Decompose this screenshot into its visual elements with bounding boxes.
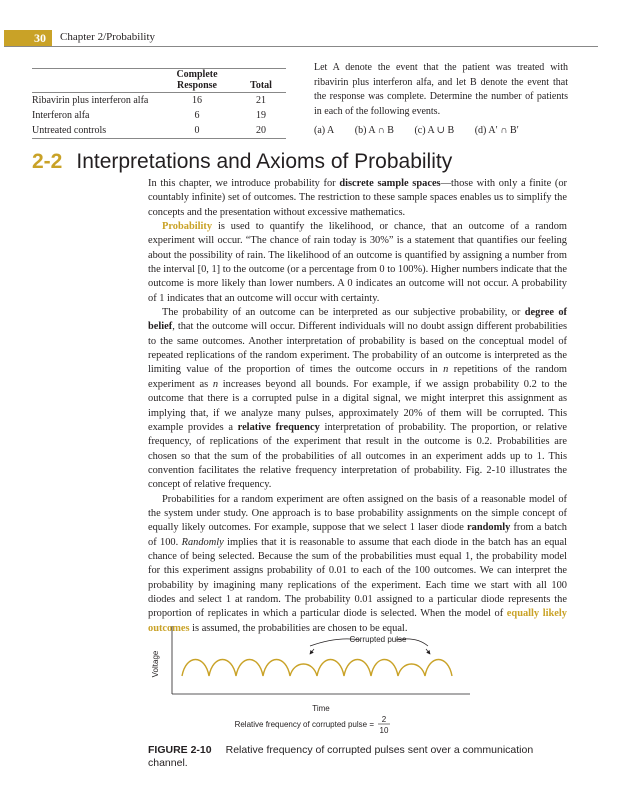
event-b: (b) A ∩ B (354, 125, 394, 136)
response-table (32, 68, 286, 139)
fraction-denominator: 10 (379, 726, 389, 735)
key-term: degree of belief (148, 307, 567, 333)
table-header-complete-response: Complete Response (158, 69, 236, 93)
table-row (32, 108, 286, 123)
arrow-head-left (310, 649, 314, 654)
event-c: (c) A ∪ B (414, 125, 455, 136)
page-number: 30 (4, 30, 52, 46)
event-a: (a) A (314, 125, 335, 136)
figure-2-10 (148, 618, 578, 738)
body-text (148, 177, 567, 636)
page-header (0, 30, 639, 46)
table-cell-treatment: Ribavirin plus interferon alfa (32, 95, 149, 106)
x-axis-label: Time (312, 704, 330, 713)
paragraph: Probabilities for a random experiment are often assigned on the basis of a reasonable model of the system under study. One approach is to base probability assignments on the simple concept of equally likely outcomes. For example, suppose that we select 1 laser diode randomly from a batch of 100. Randomly implies that it is reasonable to assume that each diode in the batch has an equal chance of being selected. Because the sum of the probabilities must equal 1, the probability model for this experiment assigns probability of 0.01 to each of the 100 outcomes. We can interpret the probability by imagining many replications of the experiment. Each time we start with all 100 diodes and select 1 at random. The probability 0.01 assigned to a particular diode represents the proportion of replicates in which a particular diode is selected. When the model of equally likely outcomes is assumed, the probabilities are chosen to be equal. (148, 493, 567, 634)
exercise-prompt: Let A denote the event that the patient was treated with ribavirin plus interferon alfa, and let B denote the event that the response was complete. Determine the number of patients in each of the following events. (314, 62, 568, 117)
corrupted-pulse-label: Corrupted pulse (349, 635, 407, 644)
key-term: randomly (467, 522, 511, 534)
y-axis-label: Voltage (151, 650, 160, 678)
pulse-waveform (182, 660, 452, 677)
arrow-head-right (426, 649, 430, 654)
key-term: discrete sample spaces (339, 178, 441, 189)
paragraph: In this chapter, we introduce probability for discrete sample spaces—those with only a finite (or countably infinite) set of outcomes. The restriction to these sample spaces enables us to simplify the concepts and the presentation without excessive mathematics. (148, 178, 567, 218)
section-heading (32, 149, 452, 175)
table-cell-total: 20 (236, 123, 286, 139)
table-row (32, 123, 286, 139)
table-header-blank (32, 69, 158, 93)
figure-caption-text: Relative frequency of corrupted pulses sent over a communication channel. (148, 744, 534, 769)
event-list (314, 124, 568, 139)
table-cell-complete: 0 (158, 123, 236, 139)
section-title: Interpretations and Axioms of Probability (76, 150, 453, 173)
pulse-diagram (148, 618, 578, 738)
chapter-title: Chapter 2/Probability (60, 31, 156, 43)
table-cell-total: 19 (256, 110, 266, 121)
event-d: (d) A′ ∩ B′ (474, 125, 519, 136)
key-term: Probability (162, 221, 213, 233)
table-row (32, 93, 286, 109)
header-rule (4, 46, 598, 47)
table-cell-treatment: Interferon alfa (32, 110, 90, 121)
exercise-text (314, 61, 568, 139)
table-cell-complete: 16 (192, 95, 202, 106)
table-cell-total: 21 (256, 95, 266, 106)
table-cell-complete: 6 (194, 110, 200, 121)
section-number: 2-2 (32, 150, 63, 173)
key-term: relative frequency (237, 421, 320, 433)
table-header-total: Total (236, 69, 286, 93)
paragraph: The probability of an outcome can be interpreted as our subjective probability, or degree of belief, that the outcome will occur. Different individuals will no doubt assign different probabilities to the same outcomes. Another interpretation of probability is based on the conceptual model of repeated replications of the random experiment. The probability of an outcome is interpreted as the limiting value of the proportion of times the outcome occurs in n repetitions of the random experiment as n increases beyond all bounds. For example, if we assign probability 0.2 to the outcome that there is a corrupted pulse in a digital signal, we might interpret this assignment as implying that, if we analyze many pulses, approximately 20% of them will be corrupted. This example provides a relative frequency interpretation of probability. The proportion, or relative frequency, of replications of the experiment that result in the outcome is 0.2. Probabilities are chosen so that the sum of the probabilities of all outcomes in an experiment adds up to 1. This convention facilitates the relative frequency interpretation of probability. Fig. 2-10 illustrates the concept of relative frequency. (148, 307, 568, 491)
table-header-row (32, 69, 286, 93)
table-cell-treatment: Untreated controls (32, 123, 158, 139)
relative-frequency-label: Relative frequency of corrupted pulse = (234, 720, 374, 729)
fraction-numerator: 2 (381, 715, 387, 724)
figure-caption (148, 744, 568, 770)
figure-number: FIGURE 2-10 (148, 744, 212, 756)
paragraph: Probability is used to quantify the likelihood, or chance, that an outcome of a random experiment will occur. “The chance of rain today is 30%” is a statement that quantifies our feeling about the possibility of rain. The likelihood of an outcome is quantified by assigning a number from the interval [0, 1] to the outcome (or a percentage from 0 to 100%). Higher numbers indicate that the outcome is more likely than lower numbers. A 0 indicates an outcome will not occur. A probability of 1 indicates that an outcome will occur with certainty. (148, 221, 567, 304)
key-term: equally likely outcomes (148, 608, 567, 634)
